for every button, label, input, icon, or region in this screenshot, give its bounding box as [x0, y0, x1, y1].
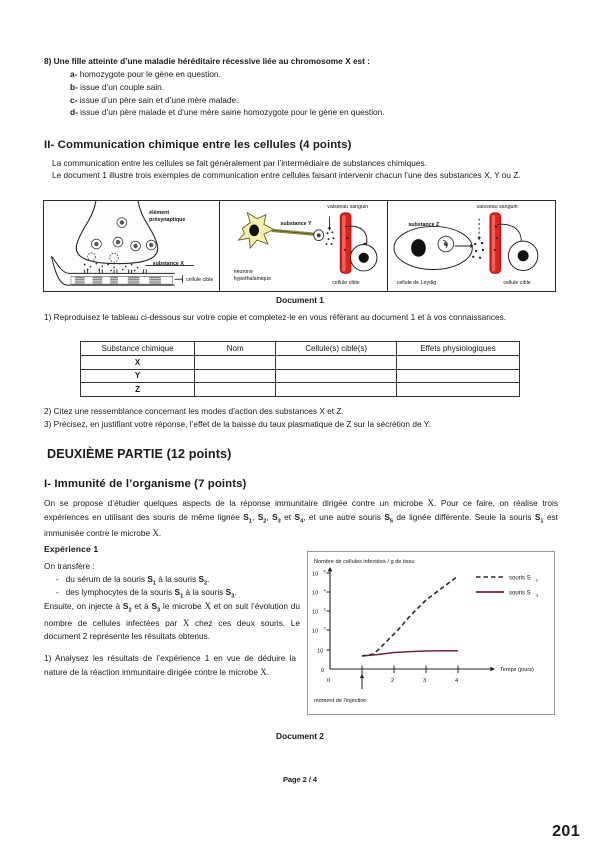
- table-cell-nom-z[interactable]: [195, 383, 276, 397]
- svg-text:0: 0: [321, 668, 325, 674]
- label-presynaptic-element: élément présynaptique: [149, 210, 186, 223]
- table-row: [81, 356, 520, 370]
- injection-marker: [360, 673, 364, 689]
- figure-panel-synapse: [44, 201, 219, 291]
- experience-1-bullet-1: - du sérum de la souris $S_1$ à la souris $S_2$.: [56, 574, 210, 587]
- question-8-option-c: [44, 94, 564, 107]
- option-b-letter: b-: [70, 81, 78, 92]
- corner-page-number: 201: [552, 823, 580, 840]
- table-cell-substance-x: X: [81, 356, 195, 370]
- table-cell-nom-y[interactable]: [195, 369, 276, 383]
- part-3-title: DEUXIÈME PARTIE (12 points): [47, 447, 232, 461]
- question-2: 2) Citez une ressemblance concernant les modes d’action des substances X et Z.: [44, 406, 344, 416]
- svg-text:3: 3: [423, 678, 427, 684]
- injection-annotation: moment de l’injection: [314, 698, 367, 704]
- document-2-caption: Document 2: [276, 731, 324, 741]
- table-cell-substance-z: Z: [81, 383, 195, 397]
- table-cell-effets-x[interactable]: [397, 356, 520, 370]
- table-row: [81, 383, 520, 397]
- table-header-cible: Cellule(s) cible(s): [276, 342, 397, 356]
- svg-text:4: 4: [455, 678, 459, 684]
- document-1-caption: Document 1: [276, 295, 324, 305]
- question-8-option-d: [44, 106, 564, 119]
- svg-text:10: 10: [317, 648, 324, 655]
- substances-table: [80, 341, 520, 397]
- experience-1-body: Ensuite, on injecte à $S_2$ et à $S_3$ le microbe X et on suit l’évolution du nombre de cellules infectées par X chez ces deux souris. Le document 2 représente les résultats obtenus.: [44, 601, 300, 642]
- label-substance-z: substance Z: [408, 222, 440, 228]
- y-axis-arrow: [328, 567, 333, 571]
- question-1-table-prompt: 1) Reproduisez le tableau ci-dessous sur votre copie et completez-le en vous référant au document 1 et à vos connaissances.: [44, 312, 507, 322]
- legend-label-s3: souris S: [509, 590, 531, 597]
- svg-text:10: 10: [312, 571, 319, 578]
- series-souris-s2-line: [362, 576, 458, 656]
- table-cell-substance-y: Y: [81, 369, 195, 383]
- chart-legend: [476, 576, 538, 598]
- table-cell-cible-x[interactable]: [276, 356, 397, 370]
- legend-label-s2-sub: 2: [536, 577, 539, 583]
- part-3-subtitle: I- Immunité de l’organisme (7 points): [44, 478, 247, 490]
- option-b-text: issue d’un couple sain.: [80, 81, 165, 92]
- label-target-cell-3: cellule cible: [503, 280, 531, 286]
- table-header-nom: Nom: [195, 342, 276, 356]
- x-axis-arrow: [490, 667, 495, 672]
- table-header-effets: Effets physiologiques: [397, 342, 520, 356]
- question-8-option-b: [44, 81, 564, 94]
- label-target-cell-1: cellule cible: [185, 277, 214, 283]
- question-8-stem: 8) Une fille atteinte d’une maladie héréditaire récessive liée au chromosome X est :: [44, 56, 371, 66]
- legend-label-s3-sub: 3: [536, 592, 539, 598]
- svg-text:10: 10: [312, 609, 319, 616]
- document-1-figure: [43, 200, 556, 292]
- figure-panel-neurosecretion: [219, 201, 387, 291]
- experience-1-lead: On transfère :: [44, 561, 95, 571]
- label-substance-x: substance X: [152, 261, 184, 267]
- option-a-letter: a-: [70, 68, 78, 79]
- document-2-figure: [307, 551, 555, 715]
- question-3: 3) Précisez, en justifiant votre réponse, l’effet de la baisse du taux plasmatique de Z sur la sécrétion de Y.: [44, 419, 431, 429]
- svg-text:0: 0: [327, 678, 331, 684]
- legend-label-s2: souris S: [509, 575, 531, 582]
- experience-1-bullet-2: - des lymphocytes de la souris $S_1$ à la souris $S_3$.: [56, 587, 237, 600]
- label-target-cell-2: cellule cible: [332, 280, 360, 286]
- table-header-substance: Substance chimique: [81, 342, 195, 356]
- svg-text:10: 10: [312, 628, 319, 635]
- table-cell-cible-y[interactable]: [276, 369, 397, 383]
- infected-cells-chart: [308, 552, 554, 714]
- part-3-intro: On se propose d’étudier quelques aspects de la réponse immunitaire dirigée contre un microbe X. Pour ce faire, on réalise trois expériences en utilisant des souris de même lignée $S_1$, $S_2$, $S_3$ et $S_4$, et une autre souris $S_5$ de lignée différente. Seule la souris $S_1$ est immunisée contre le microbe X.: [44, 498, 558, 539]
- chart-y-axis-title: Nombre de cellules infectées / g de tissu: [314, 559, 415, 565]
- label-substance-y: substance Y: [280, 221, 312, 227]
- chart-x-axis-label: Temps (jours): [500, 667, 534, 673]
- svg-text:4: 4: [323, 587, 326, 593]
- table-cell-nom-x[interactable]: [195, 356, 276, 370]
- part-2-intro-line-1: La communication entre les cellules se fait généralement par l’intermédiaire de substances chimiques.: [52, 158, 427, 168]
- page-footer: Page 2 / 4: [282, 775, 318, 784]
- label-leydig-cell: cellule de Leydig: [396, 280, 437, 286]
- svg-text:3: 3: [323, 606, 326, 612]
- x-axis-tick-labels: [327, 678, 458, 684]
- option-a-text: homozygote pour le gène en question.: [79, 68, 221, 79]
- label-hypothalamic-neuron: neurone hypothalamique: [233, 269, 272, 282]
- table-cell-effets-y[interactable]: [397, 369, 520, 383]
- table-cell-cible-z[interactable]: [276, 383, 397, 397]
- question-8: [44, 55, 564, 119]
- part-2-intro-line-2: Le document 1 illustre trois exemples de communication entre cellules faisant intervenir chacun l’une des substances X, Y ou Z.: [52, 170, 521, 180]
- option-d-letter: d-: [70, 107, 78, 118]
- option-d-text: issue d’un père malade et d’une mère saine homozygote pour le gène en question.: [80, 107, 385, 118]
- figure-panel-endocrine: [387, 201, 555, 291]
- svg-text:5: 5: [323, 568, 326, 574]
- option-c-text: issue d’un père sain et d’une mère malade.: [79, 94, 239, 105]
- leydig-diagram: [388, 201, 555, 291]
- table-cell-effets-z[interactable]: [397, 383, 520, 397]
- experience-1-title: Expérience 1: [44, 544, 99, 554]
- svg-text:2: 2: [323, 625, 326, 631]
- experience-1-question-1: 1) Analysez les résultats de l’expérience 1 en vue de déduire la nature de la réaction immunitaire dirigée contre le microbe X.: [44, 653, 296, 678]
- y-axis-tick-labels: [312, 568, 327, 674]
- svg-text:10: 10: [312, 590, 319, 597]
- part-2-title: II- Communication chimique entre les cellules (4 points): [44, 139, 352, 151]
- option-c-letter: c-: [70, 94, 78, 105]
- svg-text:2: 2: [391, 678, 395, 684]
- table-header-row: [81, 342, 520, 356]
- label-blood-vessel-3: vaisseau sanguin: [476, 204, 518, 210]
- table-row: [81, 369, 520, 383]
- question-8-option-a: [44, 68, 564, 81]
- label-blood-vessel-2: vaisseau sanguin: [327, 204, 369, 210]
